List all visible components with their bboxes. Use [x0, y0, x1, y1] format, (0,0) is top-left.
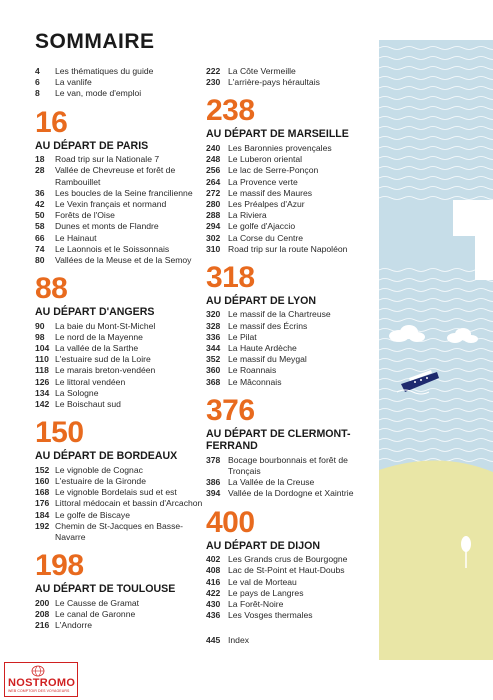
entry-title: Bocage bourbonnais et forêt de Tronçais — [228, 454, 348, 477]
section-heading: AU DÉPART D'ANGERS — [35, 306, 155, 319]
section-heading: AU DÉPART DE TOULOUSE — [35, 583, 176, 596]
toc-entry[interactable] — [35, 221, 205, 232]
toc-entry[interactable] — [206, 577, 376, 588]
toc-entry[interactable] — [206, 321, 376, 332]
toc-entry[interactable] — [206, 488, 376, 499]
entry-page-number: 280 — [206, 198, 221, 209]
entry-title: Le Luberon oriental — [228, 154, 303, 165]
entry-page-number: 58 — [35, 221, 45, 232]
entry-title: L'estuaire de la Gironde — [55, 475, 146, 486]
toc-entry[interactable] — [206, 477, 376, 488]
index-entry[interactable] — [206, 635, 376, 646]
section-heading: AU DÉPART DE LYON — [206, 294, 317, 307]
right-top-list — [206, 66, 376, 88]
entry-title: Vallée de la Dordogne et Xaintrie — [228, 488, 354, 499]
toc-entry[interactable] — [35, 343, 205, 354]
section-heading: AU DÉPART DE DIJON — [206, 539, 320, 552]
toc-entry[interactable] — [206, 343, 376, 354]
entry-page-number: 6 — [35, 77, 40, 88]
toc-entry[interactable] — [35, 244, 205, 255]
toc-entry[interactable] — [35, 388, 205, 399]
entry-title: Le Vexin français et normand — [55, 198, 167, 209]
entry-title: La Haute Ardèche — [228, 343, 297, 354]
entry-title: Forêts de l'Oise — [55, 210, 115, 221]
index-page-number: 445 — [206, 635, 221, 646]
entry-page-number: 184 — [35, 509, 50, 520]
toc-entry[interactable] — [35, 255, 205, 266]
entry-page-number: 118 — [35, 365, 49, 376]
page-title: SOMMAIRE — [35, 30, 155, 53]
entry-title: Vallées de la Meuse et de la Semoy — [55, 254, 192, 265]
toc-entry[interactable] — [35, 154, 205, 165]
toc-entry[interactable] — [206, 233, 376, 244]
entry-page-number: 152 — [35, 464, 50, 475]
entry-title: Le massif des Écrins — [228, 320, 308, 331]
entry-page-number: 216 — [35, 620, 50, 631]
entry-page-number: 36 — [35, 187, 45, 198]
toc-left-column — [35, 66, 205, 631]
toc-entry[interactable] — [35, 598, 205, 609]
toc-section — [35, 272, 205, 410]
entry-title: La Sologne — [55, 387, 99, 398]
entry-title: Le massif de la Chartreuse — [228, 309, 331, 320]
entry-page-number: 168 — [35, 487, 50, 498]
entry-page-number: 74 — [35, 243, 45, 254]
toc-entry[interactable] — [206, 565, 376, 576]
section-page-number: 88 — [35, 272, 68, 306]
toc-entry[interactable] — [35, 476, 205, 487]
entry-page-number: 222 — [206, 66, 221, 76]
entry-page-number: 4 — [35, 66, 40, 76]
toc-entry[interactable] — [35, 88, 205, 99]
entry-page-number: 378 — [206, 454, 221, 465]
entry-title: Le val de Morteau — [228, 576, 297, 587]
entry-title: Le massif des Maures — [228, 187, 313, 198]
toc-entry[interactable] — [35, 354, 205, 365]
entry-page-number: 66 — [35, 232, 45, 243]
entry-page-number: 344 — [206, 343, 221, 354]
toc-entry[interactable] — [35, 521, 205, 543]
toc-right-column — [206, 66, 376, 647]
entry-page-number: 394 — [206, 488, 221, 499]
entry-title: Littoral médocain et bassin d'Arcachon — [55, 498, 203, 509]
toc-entry[interactable] — [35, 510, 205, 521]
toc-entry[interactable] — [35, 233, 205, 244]
left-sections — [35, 105, 205, 632]
entry-page-number: 386 — [206, 477, 221, 488]
toc-entry[interactable] — [206, 610, 376, 621]
section-page-number: 16 — [35, 105, 68, 139]
toc-entry[interactable] — [206, 143, 376, 154]
entry-title: Road trip sur la route Napoléon — [228, 243, 348, 254]
toc-section — [206, 94, 376, 255]
toc-entry[interactable] — [206, 588, 376, 599]
toc-section — [35, 105, 205, 267]
entry-title: La baie du Mont-St-Michel — [55, 320, 156, 331]
toc-entry[interactable] — [206, 165, 376, 176]
entry-page-number: 302 — [206, 232, 221, 243]
section-page-number: 150 — [35, 416, 84, 450]
entry-page-number: 18 — [35, 154, 45, 165]
toc-section — [206, 393, 376, 500]
entry-title: L'Andorre — [55, 620, 92, 631]
section-heading: AU DÉPART DE BORDEAUX — [35, 450, 178, 463]
toc-entry[interactable] — [206, 332, 376, 343]
toc-entry[interactable] — [206, 188, 376, 199]
toc-section — [35, 549, 205, 631]
entry-page-number: 110 — [35, 354, 49, 365]
entry-page-number: 402 — [206, 554, 221, 565]
toc-entry[interactable] — [206, 221, 376, 232]
logo-tagline: WEB COMPTOIR DES VOYAGEURS — [8, 689, 70, 693]
right-sections — [206, 94, 376, 621]
toc-entry[interactable] — [206, 66, 376, 77]
toc-entry[interactable] — [35, 188, 205, 199]
entry-page-number: 42 — [35, 198, 45, 209]
entry-title: Le Mâconnais — [228, 376, 282, 387]
toc-entry[interactable] — [206, 554, 376, 565]
entry-title: Le Boischaut sud — [55, 399, 121, 410]
entry-title: Le Roannais — [228, 365, 277, 376]
section-page-number: 318 — [206, 260, 255, 294]
toc-entry[interactable] — [35, 77, 205, 88]
toc-entry[interactable] — [35, 498, 205, 509]
entry-title: Vallée de Chevreuse et forêt de Rambouillet — [55, 165, 176, 187]
toc-section — [206, 260, 376, 388]
toc-entry[interactable] — [35, 465, 205, 476]
entry-title: La vallée de la Sarthe — [55, 343, 139, 354]
toc-entry[interactable] — [35, 620, 205, 631]
toc-entry[interactable] — [206, 377, 376, 388]
land-area — [379, 460, 493, 660]
entry-page-number: 80 — [35, 254, 45, 265]
entry-title: La vanlife — [55, 77, 92, 88]
toc-entry[interactable] — [206, 599, 376, 610]
entry-page-number: 352 — [206, 354, 221, 365]
entry-title: Le Laonnois et le Soissonnais — [55, 243, 170, 254]
toc-entry[interactable] — [206, 244, 376, 255]
toc-entry[interactable] — [35, 399, 205, 410]
entry-page-number: 320 — [206, 309, 221, 320]
toc-entry[interactable] — [35, 321, 205, 332]
entry-page-number: 360 — [206, 365, 221, 376]
entry-page-number: 192 — [35, 520, 50, 531]
entry-title: Le Pilat — [228, 331, 257, 342]
index-label: Index — [228, 635, 250, 646]
nostromo-logo — [4, 662, 78, 697]
entry-title: La Provence verte — [228, 176, 298, 187]
toc-section — [35, 416, 205, 543]
toc-entry[interactable] — [35, 365, 205, 376]
entry-title: La Forêt-Noire — [228, 598, 284, 609]
entry-page-number: 436 — [206, 610, 221, 621]
entry-title: La Côte Vermeille — [228, 66, 296, 76]
toc-entry[interactable] — [206, 154, 376, 165]
section-page-number: 238 — [206, 94, 255, 128]
entry-title: Le pays de Langres — [228, 587, 304, 598]
entry-page-number: 98 — [35, 331, 45, 342]
toc-entry[interactable] — [206, 354, 376, 365]
entry-page-number: 104 — [35, 343, 50, 354]
entry-title: La Vallée de la Creuse — [228, 477, 315, 488]
entry-title: Le vignoble de Cognac — [55, 464, 143, 475]
entry-page-number: 200 — [35, 597, 50, 608]
entry-page-number: 264 — [206, 176, 221, 187]
entry-title: Le Causse de Gramat — [55, 597, 140, 608]
entry-title: L'estuaire sud de la Loire — [55, 354, 151, 365]
map-illustration — [379, 40, 493, 660]
entry-title: Chemin de St-Jacques en Basse-Navarre — [55, 520, 184, 542]
entry-page-number: 240 — [206, 142, 221, 153]
entry-title: Les boucles de la Seine francilienne — [55, 187, 193, 198]
section-heading: AU DÉPART DE CLERMONT-FERRAND — [206, 427, 351, 453]
toc-entry[interactable] — [35, 487, 205, 498]
entry-title: Le nord de la Mayenne — [55, 331, 143, 342]
toc-entry[interactable] — [35, 609, 205, 620]
entry-title: Lac de St-Point et Haut-Doubs — [228, 565, 345, 576]
entry-page-number: 408 — [206, 565, 221, 576]
entry-page-number: 288 — [206, 210, 221, 221]
section-heading: AU DÉPART DE PARIS — [35, 139, 149, 152]
entry-title: Le littoral vendéen — [55, 376, 126, 387]
entry-title: Road trip sur la Nationale 7 — [55, 154, 160, 165]
entry-title: Les Vosges thermales — [228, 610, 313, 621]
entry-page-number: 28 — [35, 165, 45, 176]
entry-title: Le vignoble Bordelais sud et est — [55, 487, 177, 498]
entry-page-number: 256 — [206, 165, 221, 176]
entry-page-number: 90 — [35, 320, 45, 331]
entry-page-number: 230 — [206, 77, 221, 88]
entry-title: Le Hainaut — [55, 232, 97, 243]
intro-list — [35, 66, 205, 100]
entry-page-number: 248 — [206, 154, 221, 165]
section-heading: AU DÉPART DE MARSEILLE — [206, 128, 349, 141]
entry-page-number: 368 — [206, 376, 221, 387]
entry-page-number: 416 — [206, 576, 221, 587]
entry-page-number: 160 — [35, 475, 50, 486]
toc-entry[interactable] — [206, 309, 376, 320]
toc-entry[interactable] — [35, 210, 205, 221]
entry-page-number: 134 — [35, 387, 50, 398]
toc-entry[interactable] — [206, 177, 376, 188]
entry-title: Le van, mode d'emploi — [55, 88, 142, 99]
logo-brand: NOSTROMO — [8, 677, 76, 689]
toc-entry[interactable] — [206, 77, 376, 88]
entry-title: Dunes et monts de Flandre — [55, 221, 159, 232]
entry-title: Les thématiques du guide — [55, 66, 154, 76]
toc-entry[interactable] — [35, 66, 205, 77]
entry-title: Le golfe de Biscaye — [55, 509, 131, 520]
entry-title: La Corse du Centre — [228, 232, 303, 243]
entry-title: Le lac de Serre-Ponçon — [228, 165, 319, 176]
entry-title: La Riviera — [228, 210, 267, 221]
entry-page-number: 310 — [206, 243, 221, 254]
section-page-number: 198 — [35, 549, 84, 583]
globe-icon — [31, 665, 45, 677]
toc-entry[interactable] — [206, 210, 376, 221]
entry-title: Le golfe d'Ajaccio — [228, 221, 296, 232]
section-page-number: 400 — [206, 505, 255, 539]
entry-page-number: 142 — [35, 399, 50, 410]
entry-title: Le marais breton-vendéen — [55, 365, 156, 376]
entry-title: Le canal de Garonne — [55, 608, 136, 619]
section-page-number: 376 — [206, 393, 255, 427]
toc-entry[interactable] — [35, 165, 205, 187]
entry-title: Les Grands crus de Bourgogne — [228, 554, 348, 565]
entry-title: Les Baronnies provençales — [228, 142, 332, 153]
entry-page-number: 8 — [35, 88, 40, 99]
entry-page-number: 50 — [35, 210, 45, 221]
toc-entry[interactable] — [35, 332, 205, 343]
toc-section — [206, 505, 376, 622]
entry-page-number: 208 — [35, 608, 50, 619]
entry-page-number: 430 — [206, 598, 221, 609]
entry-page-number: 176 — [35, 498, 50, 509]
entry-page-number: 328 — [206, 320, 221, 331]
entry-page-number: 126 — [35, 376, 50, 387]
toc-entry[interactable] — [206, 455, 376, 477]
toc-entry[interactable] — [35, 377, 205, 388]
toc-entry[interactable] — [35, 199, 205, 210]
entry-page-number: 336 — [206, 331, 221, 342]
entry-title: Les Préalpes d'Azur — [228, 198, 305, 209]
entry-title: Le massif du Meygal — [228, 354, 307, 365]
toc-entry[interactable] — [206, 365, 376, 376]
entry-page-number: 422 — [206, 587, 221, 598]
entry-page-number: 272 — [206, 187, 221, 198]
entry-title: L'arrière-pays héraultais — [228, 77, 320, 88]
entry-page-number: 294 — [206, 221, 221, 232]
toc-entry[interactable] — [206, 199, 376, 210]
